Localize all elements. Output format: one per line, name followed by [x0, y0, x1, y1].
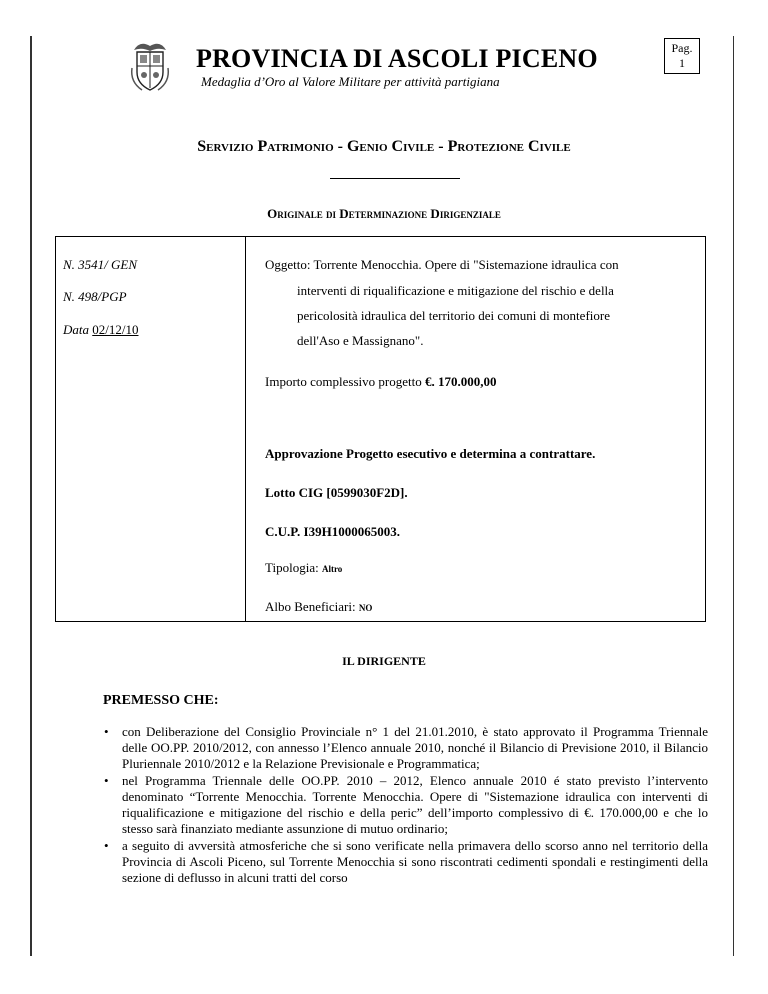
- right-margin-rule: [733, 36, 734, 956]
- tipologia-value: Altro: [321, 564, 343, 574]
- info-table-divider: [245, 236, 246, 622]
- subject-line-2: interventi di riqualificazione e mitigazione del rischio e della: [297, 283, 614, 298]
- premesso-list: [104, 724, 708, 887]
- determination-number: N. 3541/ GEN: [63, 257, 138, 272]
- amount-label: Importo complessivo progetto: [265, 374, 422, 389]
- list-item: [104, 724, 708, 772]
- list-item: [104, 838, 708, 886]
- page-indicator: [664, 38, 700, 74]
- albo-line: [265, 599, 372, 615]
- list-item-text: con Deliberazione del Consiglio Provinciale n° 1 del 21.01.2010, è stato approvato il Programma Triennale delle OO.PP. 2010/2012, con annesso l’Elenco annuale 2010, nonché il Bilancio di Previsione 2010, il Bilancio Pluriennale 2010/2012 e la Relazione Previsionale e Programmatica;: [122, 724, 708, 771]
- amount-value: €. 170.000,00: [424, 374, 497, 389]
- amount-line: [265, 374, 496, 390]
- page-number: 1: [679, 56, 685, 70]
- premesso-heading: PREMESSO CHE:: [103, 693, 219, 708]
- dirigente-heading: IL DIRIGENTE: [342, 654, 426, 668]
- subject-line-1: Oggetto: Torrente Menocchia. Opere di "Sistemazione idraulica con: [265, 257, 619, 272]
- bullet-icon: •: [104, 838, 109, 853]
- bullet-icon: •: [104, 724, 109, 739]
- date-value: 02/12/10: [92, 322, 139, 337]
- list-item: [104, 773, 708, 837]
- left-margin-rule: [30, 36, 32, 956]
- list-item-text: a seguito di avversità atmosferiche che si sono verificate nella primavera dello scorso anno nel territorio della Provincia di Ascoli Piceno, sul Torrente Menocchia si sono riscontrati cedimenti spondali e restingimenti della sezione di deflusso in alcuni tratti del corso: [122, 838, 708, 885]
- province-subtitle: Medaglia d’Oro al Valore Militare per attività partigiana: [201, 74, 500, 89]
- page-label: Pag.: [671, 41, 693, 55]
- date-label: Data: [63, 322, 89, 337]
- albo-label: Albo Beneficiari:: [265, 599, 356, 614]
- list-item-text: nel Programma Triennale delle OO.PP. 2010 – 2012, Elenco annuale 2010 é stato previsto l’intervento denominato “Torrente Menocchia. Torrente Menocchia. Opere di "Sistemazione idraulica con interventi di riqualificazione e mitigazione del rischio e della peric” dell’importo complessivo di €. 170.000,00 e che lo stesso sarà finanziato mediante assunzione di mutuo ordinario;: [122, 773, 708, 836]
- bullet-icon: •: [104, 773, 109, 788]
- protocol-number: N. 498/PGP: [63, 289, 127, 304]
- cig-line: Lotto CIG [0599030F2D].: [265, 485, 408, 500]
- service-heading: Servizio Patrimonio - Genio Civile - Protezione Civile: [197, 138, 571, 155]
- albo-value: NO: [358, 603, 373, 613]
- approval-line: Approvazione Progetto esecutivo e determina a contrattare.: [265, 446, 596, 461]
- subject-line-4: dell'Aso e Massignano".: [297, 333, 424, 348]
- province-title: PROVINCIA DI ASCOLI PICENO: [196, 44, 598, 73]
- cup-line: C.U.P. I39H1000065003.: [265, 524, 400, 539]
- coat-of-arms-logo: [128, 38, 172, 94]
- separator-line: [330, 178, 460, 179]
- tipologia-label: Tipologia:: [265, 560, 319, 575]
- tipologia-line: [265, 560, 342, 576]
- document-type-heading: Originale di Determinazione Dirigenziale: [267, 206, 501, 221]
- subject-line-3: pericolosità idraulica del territorio dei comuni di montefiore: [297, 308, 610, 323]
- date-field: [63, 322, 138, 338]
